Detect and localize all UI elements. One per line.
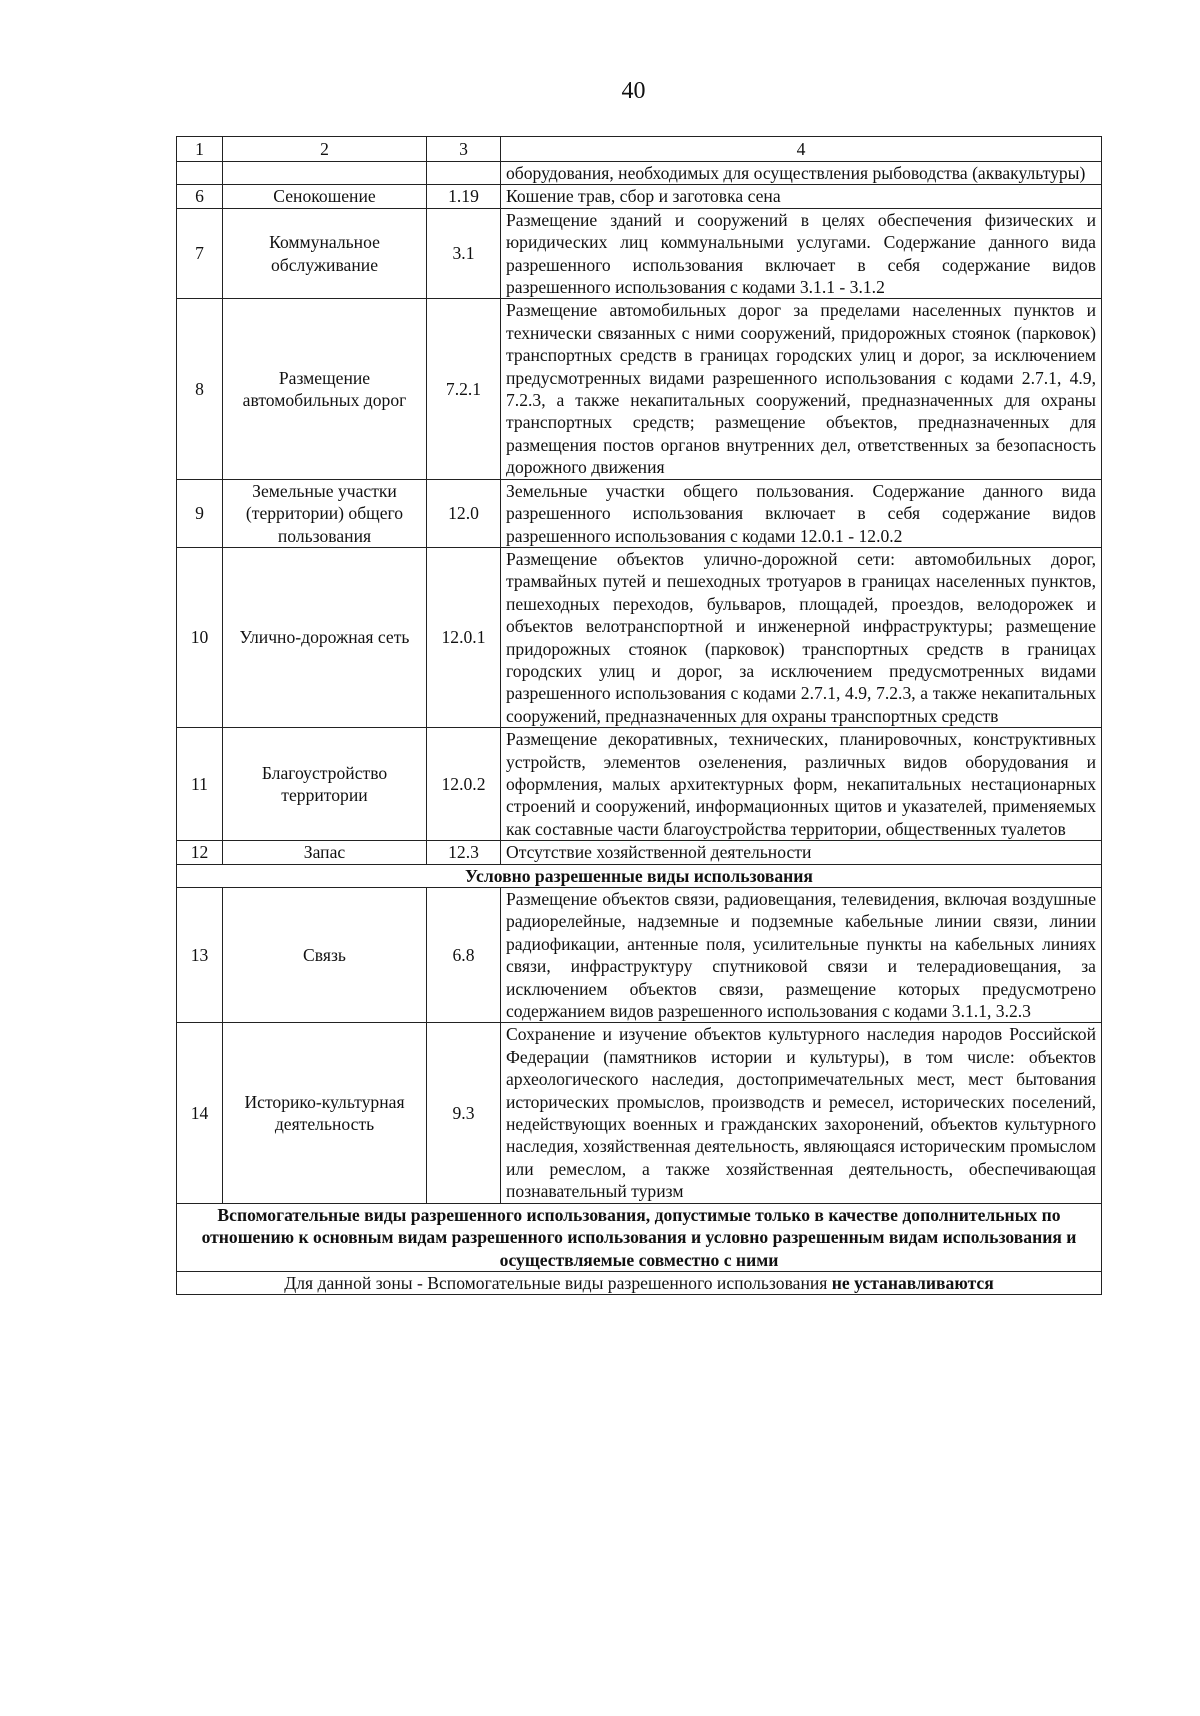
row-number: [177, 162, 223, 185]
use-type-code: 9.3: [427, 1023, 501, 1203]
row-number: 11: [177, 728, 223, 841]
table-row: [177, 299, 1102, 479]
table-row: [177, 728, 1102, 841]
use-type-code: 12.0.2: [427, 728, 501, 841]
table-row: [177, 888, 1102, 1023]
section-title-auxiliary: Вспомогательные виды разрешенного использования, допустимые только в качестве дополнительных по отношению к основным видам разрешенного использования и условно разрешенным видам использования и осуществляемые совместно с ними: [177, 1203, 1102, 1271]
use-type-description: Размещение объектов улично-дорожной сети: автомобильных дорог, трамвайных путей и пешеходных тротуаров в границах населенных пунктов, пешеходных переходов, бульваров, площадей, проездов, велодорожек и объектов велотранспортной и инженерной инфраструктуры; размещение придорожных стоянок (парковок) транспортных средств в границах городских улиц и дорог, за исключением предусмотренных видами разрешенного использования с кодами 2.7.1, 4.9, 7.2.3, а также некапитальных сооружений, предназначенных для охраны транспортных средств: [501, 547, 1102, 727]
section-title-conditional: Условно разрешенные виды использования: [177, 864, 1102, 887]
use-type-name: [223, 162, 427, 185]
use-type-name: Связь: [223, 888, 427, 1023]
section-header-row: [177, 864, 1102, 887]
use-type-name: Сенокошение: [223, 185, 427, 208]
row-number: 13: [177, 888, 223, 1023]
table-row: [177, 1023, 1102, 1203]
use-type-code: 12.0: [427, 479, 501, 547]
row-number: 10: [177, 547, 223, 727]
use-type-description: Сохранение и изучение объектов культурного наследия народов Российской Федерации (памятников истории и культуры), в том числе: объектов археологического наследия, достопримечательных мест, мест бытования исторических промыслов, производств и ремесел, исторических поселений, недействующих военных и гражданских захоронений, объектов культурного наследия, хозяйственная деятельность, являющаяся историческим промыслом или ремеслом, а также хозяйственная деятельность, обеспечивающая познавательный туризм: [501, 1023, 1102, 1203]
row-number: 7: [177, 208, 223, 299]
use-type-name: Историко-культурная деятельность: [223, 1023, 427, 1203]
table-row: [177, 185, 1102, 208]
table-row-continuation: [177, 162, 1102, 185]
use-type-code: [427, 162, 501, 185]
use-type-code: 6.8: [427, 888, 501, 1023]
use-type-description: Размещение автомобильных дорог за пределами населенных пунктов и технически связанных с ними сооружений, придорожных стоянок (парковок) транспортных средств в границах городских улиц и дорог, за исключением предусмотренных видами разрешенного использования с кодами 2.7.1, 4.9, 7.2.3, а также некапитальных сооружений, предназначенных для охраны транспортных средств; размещение объектов, предназначенных для размещения постов органов внутренних дел, ответственных за безопасность дорожного движения: [501, 299, 1102, 479]
use-type-name: Размещение автомобильных дорог: [223, 299, 427, 479]
row-number: 8: [177, 299, 223, 479]
use-type-name: Земельные участки (территории) общего пользования: [223, 479, 427, 547]
use-type-description: Кошение трав, сбор и заготовка сена: [501, 185, 1102, 208]
use-type-description: Отсутствие хозяйственной деятельности: [501, 841, 1102, 864]
footer-note: [177, 1271, 1102, 1294]
column-header: 2: [223, 137, 427, 162]
section-header-row: [177, 1203, 1102, 1271]
use-type-code: 12.0.1: [427, 547, 501, 727]
use-type-description: Земельные участки общего пользования. Содержание данного вида разрешенного использования включает в себя содержание видов разрешенного использования с кодами 12.0.1 - 12.0.2: [501, 479, 1102, 547]
row-number: 14: [177, 1023, 223, 1203]
use-type-name: Благоустройство территории: [223, 728, 427, 841]
use-type-code: 3.1: [427, 208, 501, 299]
table-row: [177, 841, 1102, 864]
column-header: 4: [501, 137, 1102, 162]
use-type-code: 7.2.1: [427, 299, 501, 479]
use-type-name: Запас: [223, 841, 427, 864]
use-type-code: 12.3: [427, 841, 501, 864]
table-row: [177, 479, 1102, 547]
use-type-name: Коммунальное обслуживание: [223, 208, 427, 299]
footer-note-prefix: Для данной зоны - Вспомогательные виды разрешенного использования: [284, 1272, 832, 1293]
table-header-row: [177, 137, 1102, 162]
table-row: [177, 208, 1102, 299]
use-type-description: Размещение декоративных, технических, планировочных, конструктивных устройств, элементов озеленения, различных видов оборудования и оформления, малых архитектурных форм, некапитальных нестационарных строений и сооружений, информационных щитов и указателей, применяемых как составные части благоустройства территории, общественных туалетов: [501, 728, 1102, 841]
table-row: [177, 547, 1102, 727]
column-header: 1: [177, 137, 223, 162]
footer-note-emphasis: не устанавливаются: [831, 1272, 994, 1293]
row-number: 12: [177, 841, 223, 864]
use-type-description: оборудования, необходимых для осуществления рыбоводства (аквакультуры): [501, 162, 1102, 185]
use-type-description: Размещение объектов связи, радиовещания, телевидения, включая воздушные радиорелейные, надземные и подземные кабельные линии связи, линии радиофикации, антенные поля, усилительные пункты на кабельных линиях связи, инфраструктуру спутниковой связи и телерадиовещания, за исключением объектов связи, размещение которых предусмотрено содержанием видов разрешенного использования с кодами 3.1.1, 3.2.3: [501, 888, 1102, 1023]
row-number: 6: [177, 185, 223, 208]
page-number: 40: [621, 78, 646, 104]
use-type-description: Размещение зданий и сооружений в целях обеспечения физических и юридических лиц коммунальными услугами. Содержание данного вида разрешенного использования включает в себя содержание видов разрешенного использования с кодами 3.1.1 - 3.1.2: [501, 208, 1102, 299]
column-header: 3: [427, 137, 501, 162]
footer-note-row: [177, 1271, 1102, 1294]
row-number: 9: [177, 479, 223, 547]
use-type-code: 1.19: [427, 185, 501, 208]
use-type-name: Улично-дорожная сеть: [223, 547, 427, 727]
land-use-table: [176, 136, 1102, 1295]
